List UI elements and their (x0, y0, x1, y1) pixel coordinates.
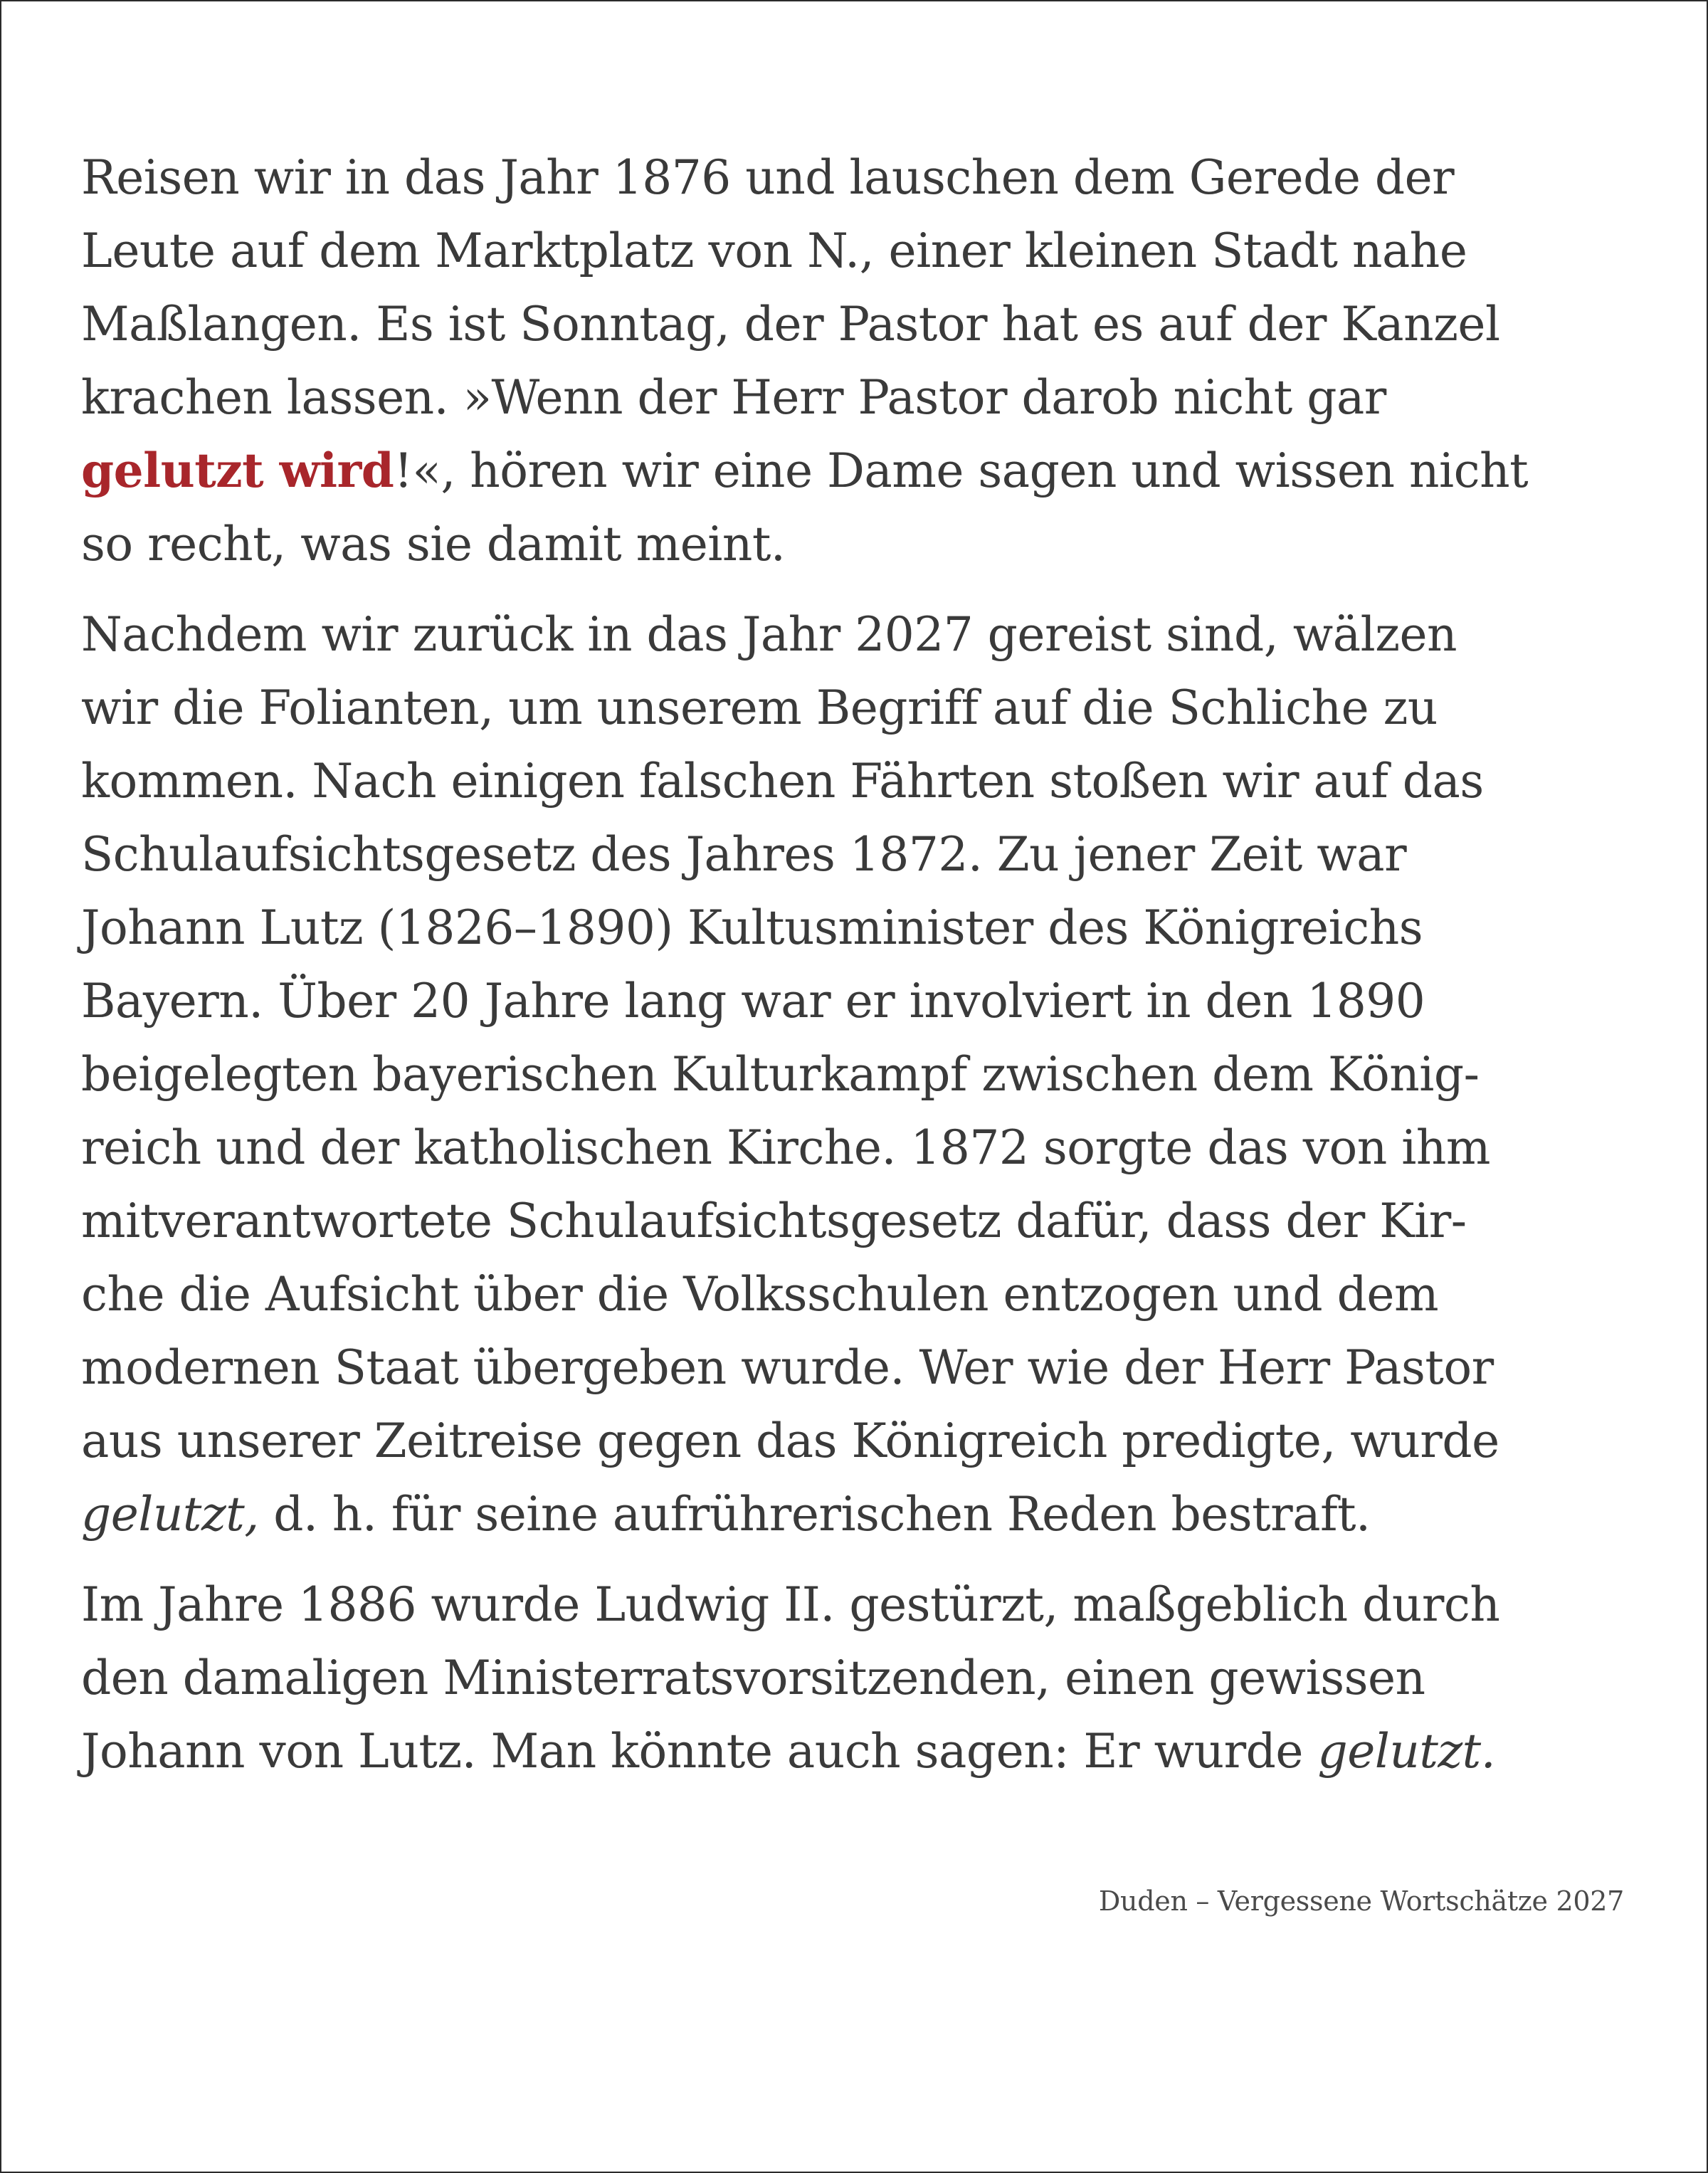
text-line: modernen Staat übergeben wurde. Wer wie der Herr Pastor (81, 1340, 1494, 1395)
body-text (81, 141, 1647, 1788)
text-line: Reisen wir in das Jahr 1876 und lauschen dem Gerede der (81, 150, 1455, 205)
source-footer: Duden – Vergessene Wortschätze 2027 (1098, 1885, 1624, 1917)
text-line: reich und der katholischen Kirche. 1872 sorgte das von ihm (81, 1120, 1490, 1175)
text-line: den damaligen Ministerratsvorsitzenden, einen gewissen (81, 1651, 1425, 1705)
text-line: Bayern. Über 20 Jahre lang war er involviert in den 1890 (81, 974, 1425, 1028)
italic-term: gelutzt, (81, 1487, 259, 1542)
text-line (81, 434, 1647, 507)
text-line (81, 1715, 1647, 1788)
text-line: Leute auf dem Marktplatz von N., einer kleinen Stadt nahe (81, 223, 1467, 278)
text-line: so recht, was sie damit meint. (81, 517, 786, 572)
paragraph-3 (81, 1568, 1647, 1788)
paragraph-2 (81, 598, 1647, 1551)
text-line: Maßlangen. Es ist Sonntag, der Pastor hat es auf der Kanzel (81, 297, 1500, 352)
text-line: che die Aufsicht über die Volksschulen entzogen und dem (81, 1267, 1439, 1322)
text-line: wir die Folianten, um unserem Begriff auf die Schliche zu (81, 680, 1438, 735)
text-segment: Johann von Lutz. Man könnte auch sagen: Er wurde (81, 1724, 1318, 1779)
italic-term: gelutzt. (1317, 1724, 1496, 1779)
text-line: kommen. Nach einigen falschen Fährten stoßen wir auf das (81, 754, 1484, 809)
text-line: mitverantwortete Schulaufsichtsgesetz dafür, dass der Kir- (81, 1194, 1467, 1248)
text-line: Johann Lutz (1826–1890) Kultusminister des Königreichs (81, 900, 1423, 955)
text-segment: !«, hören wir eine Dame sagen und wissen nicht (394, 443, 1529, 498)
text-segment: d. h. für seine aufrührerischen Reden bestraft. (258, 1487, 1371, 1542)
text-line (81, 1478, 1647, 1551)
text-line: aus unserer Zeitreise gegen das Königreich predigte, wurde (81, 1414, 1499, 1468)
text-line: krachen lassen. »Wenn der Herr Pastor darob nicht gar (81, 370, 1386, 425)
highlighted-term: gelutzt wird (81, 443, 394, 498)
text-line: beigelegten bayerischen Kulturkampf zwischen dem König- (81, 1047, 1480, 1102)
text-line: Im Jahre 1886 wurde Ludwig II. gestürzt, maßgeblich durch (81, 1577, 1500, 1632)
text-line: Schulaufsichtsgesetz des Jahres 1872. Zu jener Zeit war (81, 827, 1407, 882)
text-line: Nachdem wir zurück in das Jahr 2027 gereist sind, wälzen (81, 607, 1457, 662)
paragraph-1 (81, 141, 1647, 581)
